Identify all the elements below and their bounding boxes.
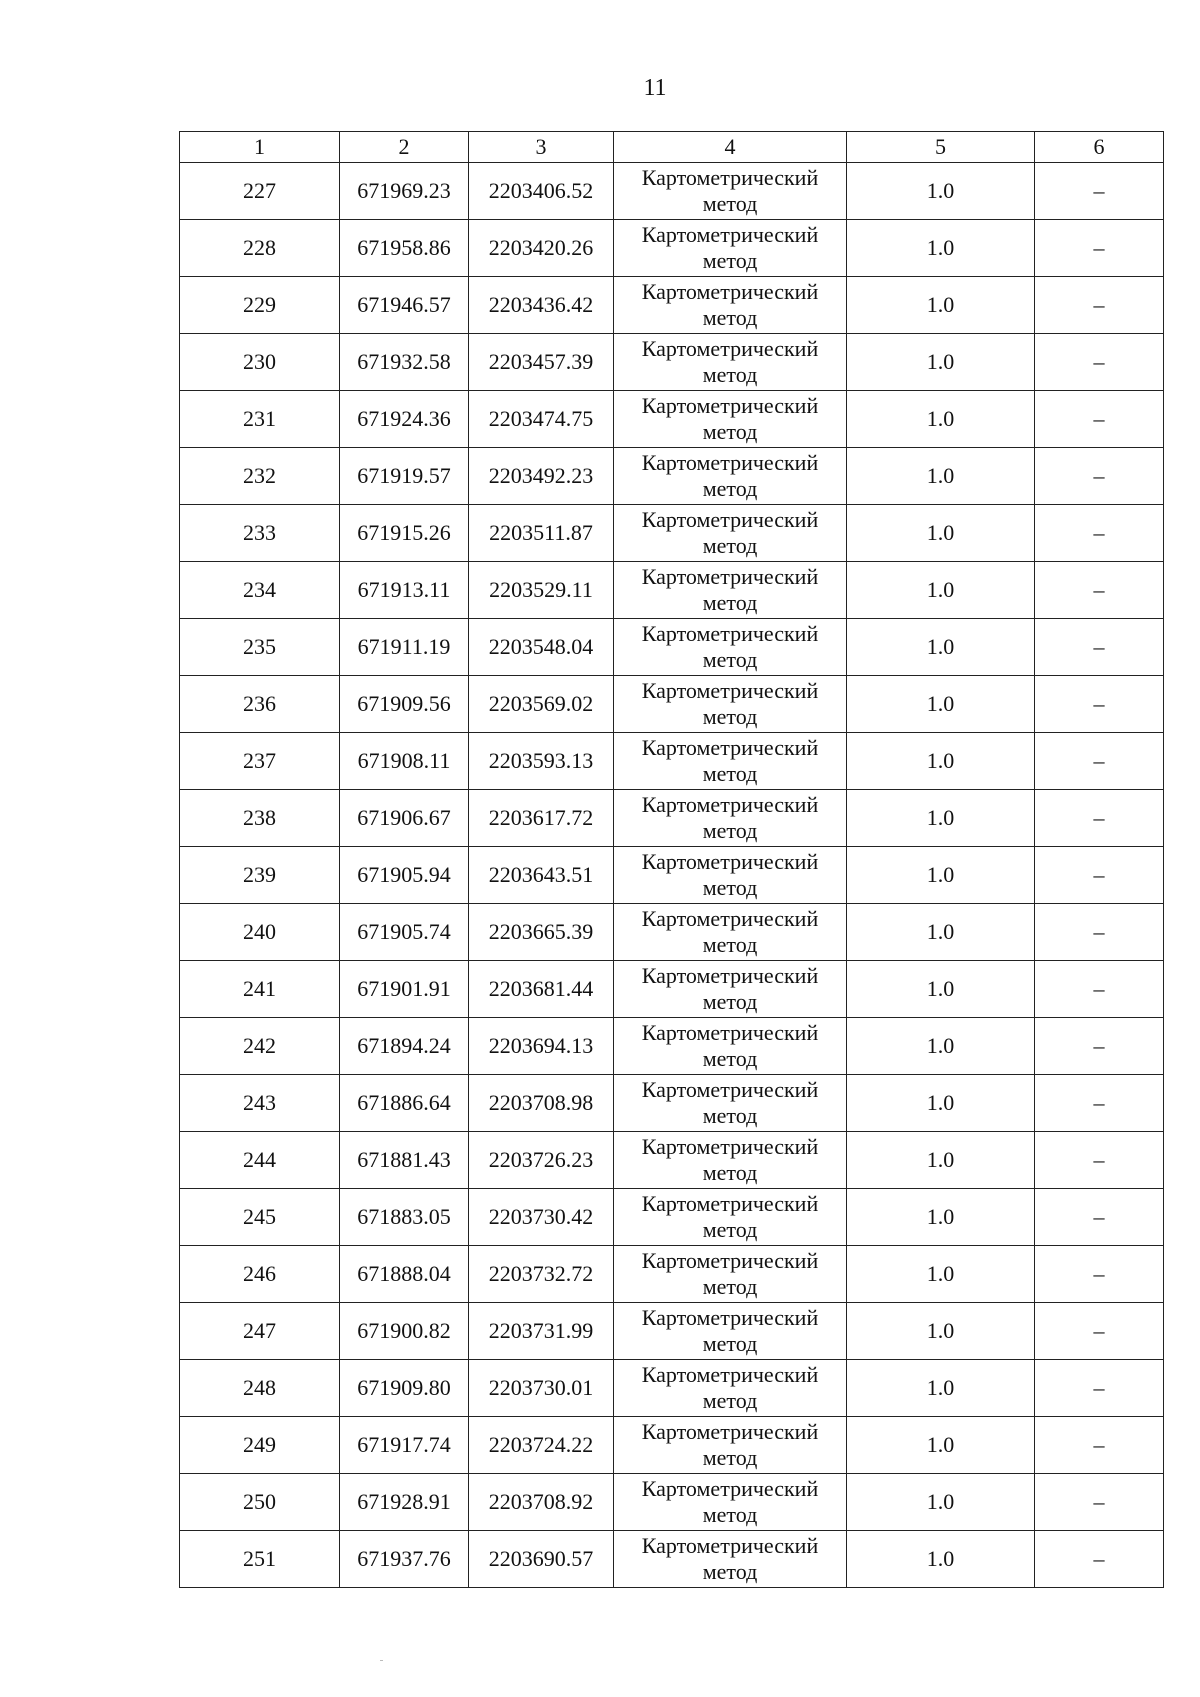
- table-row: [180, 1075, 1164, 1132]
- precision-cell: 1.0: [847, 1531, 1035, 1588]
- coordinates-table: [179, 131, 1164, 1588]
- point-number-cell: 235: [180, 619, 340, 676]
- point-number-cell: 230: [180, 334, 340, 391]
- method-line-2: метод: [702, 1160, 758, 1185]
- table-row: [180, 619, 1164, 676]
- point-number-cell: 233: [180, 505, 340, 562]
- point-number-cell: 250: [180, 1474, 340, 1531]
- x-coordinate-cell: 671901.91: [340, 961, 469, 1018]
- y-coordinate-cell: 2203730.01: [469, 1360, 614, 1417]
- point-number-cell: 241: [180, 961, 340, 1018]
- precision-cell: 1.0: [847, 847, 1035, 904]
- x-coordinate-cell: 671946.57: [340, 277, 469, 334]
- method-cell: [614, 676, 847, 733]
- method-line-1: Картометрический: [641, 1419, 819, 1444]
- method-cell: [614, 1303, 847, 1360]
- method-line-2: метод: [702, 1388, 758, 1413]
- precision-cell: 1.0: [847, 505, 1035, 562]
- point-number-cell: 231: [180, 391, 340, 448]
- point-number-cell: 229: [180, 277, 340, 334]
- point-number-cell: 232: [180, 448, 340, 505]
- method-cell: [614, 277, 847, 334]
- method-line-1: Картометрический: [641, 165, 819, 190]
- table-row: [180, 391, 1164, 448]
- y-coordinate-cell: 2203436.42: [469, 277, 614, 334]
- scan-speck: [380, 1660, 383, 1661]
- method-cell: [614, 448, 847, 505]
- table-row: [180, 1417, 1164, 1474]
- method-cell: [614, 1075, 847, 1132]
- x-coordinate-cell: 671913.11: [340, 562, 469, 619]
- table-row: [180, 733, 1164, 790]
- table-row: [180, 562, 1164, 619]
- method-line-2: метод: [702, 1331, 758, 1356]
- method-line-2: метод: [702, 647, 758, 672]
- method-line-1: Картометрический: [641, 963, 819, 988]
- method-line-2: метод: [702, 1217, 758, 1242]
- y-coordinate-cell: 2203511.87: [469, 505, 614, 562]
- page-number: 11: [643, 75, 667, 101]
- precision-cell: 1.0: [847, 676, 1035, 733]
- method-line-1: Картометрический: [641, 1191, 819, 1216]
- method-line-2: метод: [702, 248, 758, 273]
- x-coordinate-cell: 671932.58: [340, 334, 469, 391]
- description-cell: –: [1035, 1189, 1164, 1246]
- point-number-cell: 248: [180, 1360, 340, 1417]
- description-cell: –: [1035, 904, 1164, 961]
- point-number-cell: 234: [180, 562, 340, 619]
- header-col-4: 4: [614, 132, 847, 163]
- method-line-1: Картометрический: [641, 393, 819, 418]
- method-line-1: Картометрический: [641, 849, 819, 874]
- method-line-1: Картометрический: [641, 1533, 819, 1558]
- table-row: [180, 1531, 1164, 1588]
- method-cell: [614, 619, 847, 676]
- x-coordinate-cell: 671905.74: [340, 904, 469, 961]
- method-line-2: метод: [702, 1445, 758, 1470]
- description-cell: –: [1035, 505, 1164, 562]
- method-line-1: Картометрический: [641, 735, 819, 760]
- x-coordinate-cell: 671906.67: [340, 790, 469, 847]
- x-coordinate-cell: 671909.80: [340, 1360, 469, 1417]
- method-line-2: метод: [702, 419, 758, 444]
- description-cell: –: [1035, 790, 1164, 847]
- method-line-1: Картометрический: [641, 336, 819, 361]
- y-coordinate-cell: 2203690.57: [469, 1531, 614, 1588]
- method-cell: [614, 1132, 847, 1189]
- method-cell: [614, 1246, 847, 1303]
- method-cell: [614, 961, 847, 1018]
- precision-cell: 1.0: [847, 562, 1035, 619]
- y-coordinate-cell: 2203529.11: [469, 562, 614, 619]
- x-coordinate-cell: 671909.56: [340, 676, 469, 733]
- method-line-2: метод: [702, 989, 758, 1014]
- method-line-2: метод: [702, 590, 758, 615]
- table-row: [180, 448, 1164, 505]
- header-col-1: 1: [180, 132, 340, 163]
- x-coordinate-cell: 671924.36: [340, 391, 469, 448]
- y-coordinate-cell: 2203681.44: [469, 961, 614, 1018]
- description-cell: –: [1035, 277, 1164, 334]
- precision-cell: 1.0: [847, 790, 1035, 847]
- precision-cell: 1.0: [847, 334, 1035, 391]
- table-row: [180, 505, 1164, 562]
- method-cell: [614, 847, 847, 904]
- y-coordinate-cell: 2203732.72: [469, 1246, 614, 1303]
- precision-cell: 1.0: [847, 1303, 1035, 1360]
- description-cell: –: [1035, 619, 1164, 676]
- precision-cell: 1.0: [847, 1417, 1035, 1474]
- x-coordinate-cell: 671937.76: [340, 1531, 469, 1588]
- precision-cell: 1.0: [847, 448, 1035, 505]
- header-col-2: 2: [340, 132, 469, 163]
- point-number-cell: 247: [180, 1303, 340, 1360]
- description-cell: –: [1035, 1531, 1164, 1588]
- x-coordinate-cell: 671928.91: [340, 1474, 469, 1531]
- point-number-cell: 239: [180, 847, 340, 904]
- method-line-1: Картометрический: [641, 1305, 819, 1330]
- y-coordinate-cell: 2203726.23: [469, 1132, 614, 1189]
- method-cell: [614, 904, 847, 961]
- point-number-cell: 245: [180, 1189, 340, 1246]
- header-col-5: 5: [847, 132, 1035, 163]
- table-row: [180, 1303, 1164, 1360]
- x-coordinate-cell: 671915.26: [340, 505, 469, 562]
- method-line-2: метод: [702, 875, 758, 900]
- description-cell: –: [1035, 847, 1164, 904]
- point-number-cell: 236: [180, 676, 340, 733]
- x-coordinate-cell: 671900.82: [340, 1303, 469, 1360]
- header-row: [180, 132, 1164, 163]
- y-coordinate-cell: 2203731.99: [469, 1303, 614, 1360]
- precision-cell: 1.0: [847, 277, 1035, 334]
- method-line-1: Картометрический: [641, 564, 819, 589]
- point-number-cell: 243: [180, 1075, 340, 1132]
- description-cell: –: [1035, 1075, 1164, 1132]
- method-line-2: метод: [702, 305, 758, 330]
- point-number-cell: 240: [180, 904, 340, 961]
- method-line-1: Картометрический: [641, 1476, 819, 1501]
- description-cell: –: [1035, 1474, 1164, 1531]
- precision-cell: 1.0: [847, 1474, 1035, 1531]
- description-cell: –: [1035, 391, 1164, 448]
- table-row: [180, 904, 1164, 961]
- method-cell: [614, 1417, 847, 1474]
- method-line-1: Картометрический: [641, 279, 819, 304]
- table-row: [180, 1360, 1164, 1417]
- y-coordinate-cell: 2203643.51: [469, 847, 614, 904]
- x-coordinate-cell: 671886.64: [340, 1075, 469, 1132]
- precision-cell: 1.0: [847, 1189, 1035, 1246]
- method-line-2: метод: [702, 1559, 758, 1584]
- x-coordinate-cell: 671908.11: [340, 733, 469, 790]
- method-cell: [614, 334, 847, 391]
- description-cell: –: [1035, 1132, 1164, 1189]
- y-coordinate-cell: 2203617.72: [469, 790, 614, 847]
- precision-cell: 1.0: [847, 1246, 1035, 1303]
- point-number-cell: 237: [180, 733, 340, 790]
- y-coordinate-cell: 2203694.13: [469, 1018, 614, 1075]
- x-coordinate-cell: 671958.86: [340, 220, 469, 277]
- table-row: [180, 1474, 1164, 1531]
- point-number-cell: 244: [180, 1132, 340, 1189]
- x-coordinate-cell: 671883.05: [340, 1189, 469, 1246]
- precision-cell: 1.0: [847, 163, 1035, 220]
- method-line-1: Картометрический: [641, 507, 819, 532]
- x-coordinate-cell: 671881.43: [340, 1132, 469, 1189]
- y-coordinate-cell: 2203665.39: [469, 904, 614, 961]
- method-line-2: метод: [702, 1502, 758, 1527]
- description-cell: –: [1035, 334, 1164, 391]
- description-cell: –: [1035, 1246, 1164, 1303]
- method-line-1: Картометрический: [641, 222, 819, 247]
- method-cell: [614, 790, 847, 847]
- description-cell: –: [1035, 1018, 1164, 1075]
- table-row: [180, 1189, 1164, 1246]
- x-coordinate-cell: 671894.24: [340, 1018, 469, 1075]
- description-cell: –: [1035, 961, 1164, 1018]
- method-line-1: Картометрический: [641, 792, 819, 817]
- y-coordinate-cell: 2203420.26: [469, 220, 614, 277]
- precision-cell: 1.0: [847, 1132, 1035, 1189]
- y-coordinate-cell: 2203457.39: [469, 334, 614, 391]
- y-coordinate-cell: 2203730.42: [469, 1189, 614, 1246]
- header-col-3: 3: [469, 132, 614, 163]
- method-line-1: Картометрический: [641, 1362, 819, 1387]
- method-line-2: метод: [702, 704, 758, 729]
- precision-cell: 1.0: [847, 220, 1035, 277]
- y-coordinate-cell: 2203569.02: [469, 676, 614, 733]
- method-line-2: метод: [702, 1274, 758, 1299]
- method-line-2: метод: [702, 476, 758, 501]
- method-line-1: Картометрический: [641, 906, 819, 931]
- precision-cell: 1.0: [847, 961, 1035, 1018]
- table-row: [180, 847, 1164, 904]
- description-cell: –: [1035, 733, 1164, 790]
- method-line-1: Картометрический: [641, 1077, 819, 1102]
- header-col-6: 6: [1035, 132, 1164, 163]
- method-cell: [614, 1189, 847, 1246]
- method-line-2: метод: [702, 362, 758, 387]
- method-cell: [614, 505, 847, 562]
- y-coordinate-cell: 2203406.52: [469, 163, 614, 220]
- method-line-2: метод: [702, 191, 758, 216]
- method-line-1: Картометрический: [641, 1248, 819, 1273]
- precision-cell: 1.0: [847, 1360, 1035, 1417]
- method-cell: [614, 1018, 847, 1075]
- x-coordinate-cell: 671969.23: [340, 163, 469, 220]
- description-cell: –: [1035, 448, 1164, 505]
- x-coordinate-cell: 671919.57: [340, 448, 469, 505]
- method-line-2: метод: [702, 818, 758, 843]
- table-row: [180, 163, 1164, 220]
- y-coordinate-cell: 2203593.13: [469, 733, 614, 790]
- description-cell: –: [1035, 1417, 1164, 1474]
- method-cell: [614, 391, 847, 448]
- method-line-1: Картометрический: [641, 1020, 819, 1045]
- y-coordinate-cell: 2203708.98: [469, 1075, 614, 1132]
- precision-cell: 1.0: [847, 391, 1035, 448]
- method-line-1: Картометрический: [641, 1134, 819, 1159]
- table-header: [180, 132, 1164, 163]
- point-number-cell: 242: [180, 1018, 340, 1075]
- precision-cell: 1.0: [847, 1018, 1035, 1075]
- method-line-2: метод: [702, 1046, 758, 1071]
- point-number-cell: 246: [180, 1246, 340, 1303]
- method-line-2: метод: [702, 533, 758, 558]
- precision-cell: 1.0: [847, 904, 1035, 961]
- method-cell: [614, 163, 847, 220]
- point-number-cell: 238: [180, 790, 340, 847]
- table-row: [180, 1018, 1164, 1075]
- point-number-cell: 227: [180, 163, 340, 220]
- table-row: [180, 1132, 1164, 1189]
- table-row: [180, 1246, 1164, 1303]
- method-line-2: метод: [702, 1103, 758, 1128]
- method-cell: [614, 220, 847, 277]
- method-line-2: метод: [702, 761, 758, 786]
- y-coordinate-cell: 2203708.92: [469, 1474, 614, 1531]
- point-number-cell: 251: [180, 1531, 340, 1588]
- method-cell: [614, 1531, 847, 1588]
- y-coordinate-cell: 2203548.04: [469, 619, 614, 676]
- x-coordinate-cell: 671917.74: [340, 1417, 469, 1474]
- description-cell: –: [1035, 1360, 1164, 1417]
- y-coordinate-cell: 2203724.22: [469, 1417, 614, 1474]
- precision-cell: 1.0: [847, 619, 1035, 676]
- table-row: [180, 277, 1164, 334]
- table-row: [180, 676, 1164, 733]
- precision-cell: 1.0: [847, 1075, 1035, 1132]
- table-row: [180, 790, 1164, 847]
- table-body: [180, 163, 1164, 1588]
- method-cell: [614, 562, 847, 619]
- description-cell: –: [1035, 163, 1164, 220]
- y-coordinate-cell: 2203474.75: [469, 391, 614, 448]
- description-cell: –: [1035, 676, 1164, 733]
- description-cell: –: [1035, 220, 1164, 277]
- method-line-1: Картометрический: [641, 678, 819, 703]
- description-cell: –: [1035, 562, 1164, 619]
- x-coordinate-cell: 671911.19: [340, 619, 469, 676]
- description-cell: –: [1035, 1303, 1164, 1360]
- x-coordinate-cell: 671888.04: [340, 1246, 469, 1303]
- table-row: [180, 961, 1164, 1018]
- method-cell: [614, 733, 847, 790]
- method-cell: [614, 1474, 847, 1531]
- table-row: [180, 220, 1164, 277]
- y-coordinate-cell: 2203492.23: [469, 448, 614, 505]
- method-line-2: метод: [702, 932, 758, 957]
- method-cell: [614, 1360, 847, 1417]
- x-coordinate-cell: 671905.94: [340, 847, 469, 904]
- precision-cell: 1.0: [847, 733, 1035, 790]
- point-number-cell: 249: [180, 1417, 340, 1474]
- point-number-cell: 228: [180, 220, 340, 277]
- table-row: [180, 334, 1164, 391]
- method-line-1: Картометрический: [641, 621, 819, 646]
- method-line-1: Картометрический: [641, 450, 819, 475]
